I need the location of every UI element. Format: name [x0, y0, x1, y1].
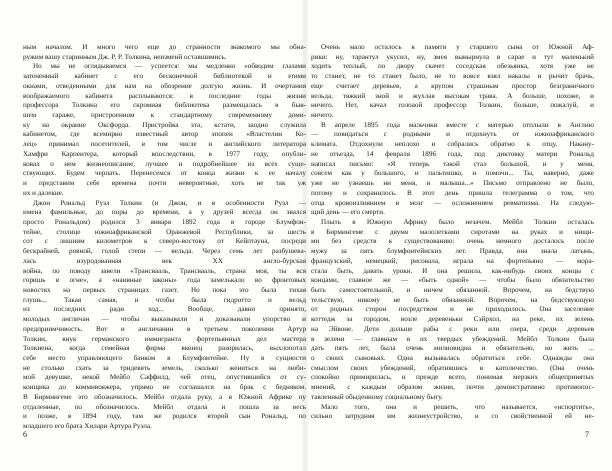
text-line: Мало того, она и решить, что называется, «испортить», — [321, 402, 594, 411]
text-line: сильно затрудняя им жизнеустройство, и со свойственной ей не- — [311, 412, 594, 421]
text-line: климата. Отдохнули неплохо и собрались обратно к отцу. Накану- — [311, 140, 594, 149]
text-line: тельствую, никому не быть обязанной. Впрочем, на бедствующую — [311, 295, 594, 304]
text-line: окнами, отведенными для нам на обозрение долгую жизнь. И очертания — [23, 81, 306, 90]
text-line: и представим себе времена почти невероятные, хоть не так уж — [23, 179, 306, 188]
text-line: новостях на первых страницах газет. Но пока это была тихая — [23, 285, 306, 294]
text-line: тавленный обыденному социальному быту. — [311, 392, 443, 401]
text-line: ствующих. Будем черпать. Перенесемся от конца жизни к ее началу — [23, 169, 306, 178]
text-line: совсем как у большого, и пальтишко, и помочи... Ты, наверно, даже — [311, 169, 594, 178]
text-line: их и далекие. — [23, 188, 64, 197]
text-line: не столько схать за тридевять земель, сколько жениться на люби- — [23, 363, 306, 372]
text-line: Хамфри Карпентера, который впоследствии, в 1977 году, опубли- — [23, 149, 306, 158]
text-line: от родных сторон посредством и не приходилось. Она заселение — [311, 305, 594, 314]
text-line: дать пять лет, была очень милиовидна и обязательно, но жить ... — [311, 344, 594, 353]
text-line: Джон Рональд Руэл Толкин (и Джон, и в особенности Руэл — — [33, 198, 306, 207]
text-line: сот с лишним километров к северо-востоку от Кейптауна, посреди — [23, 237, 306, 246]
text-line: ничего. — [311, 111, 334, 120]
text-line: спокойно примирилась, и прежде всего, понимая мерзких общепринятых — [311, 373, 594, 382]
text-line: вельда, тяжкий зной и жухлая высокая трава. А больше, похоже, и — [311, 91, 594, 100]
text-line: стала быть, давать уроки. И она решила, как-нибудь своих концы с — [311, 266, 594, 275]
text-line: лец» принимал посетителей, в том числе и английского литератора — [23, 140, 306, 149]
text-line: уже не узнаешь ни меня, и малыша...» Письмо отправлено не было, — [311, 179, 594, 188]
text-line: горишь в огне», а «наивные законы» года замелькало во фронтовых — [23, 276, 306, 285]
text-line: то станет, не то станет было, не то вовсе взял накалы и рычит брачь, — [311, 72, 594, 81]
text-line: отдаленные, по обозначилось. Мейбл отдала и пошла за весь — [23, 402, 306, 411]
text-line: в зелени — главным в их твердых убеждений. Мейбл Толкин была — [311, 334, 594, 343]
text-line: конщика до коммивояжера, упрямо не соглашался на брак с бедняком. — [23, 383, 306, 392]
text-line: шем гараже, пристроенном к стандартному современному доми- — [23, 111, 306, 120]
text-line: отца кровоизлиянием в мозг — осложнением ревматизма. На следую- — [311, 198, 594, 207]
text-line: имена фамильные, до поры до времени, а у друзей всегда он звался — [23, 208, 306, 217]
text-line: в Бирмингеме с двумя малолетками сиротами на руках и нищи- — [311, 227, 594, 236]
text-line: концами, главное же — «быть одной» — чтобы было обязательство — [311, 276, 594, 285]
text-line: щий день — его смерти. — [311, 208, 385, 217]
text-line: из последних ради ход... Вообще, давно принято, — [23, 305, 306, 314]
text-line: не отъезда, 14 февраля 1896 года, под диктовку матери Рональд — [311, 149, 594, 158]
text-line: мой девушке, некой Мейбл Саффилд, чей отец, опустившийся от су- — [23, 373, 306, 382]
text-line: молодых англичан — чтобы выказывали и доказывали упорство и — [23, 315, 306, 324]
text-line: ходить теплый, по двору скачет соседская обезьянка, хотя уже не — [311, 62, 594, 71]
text-line: просто Рональдом) родился 3 января 1892 года в городе Блумфон- — [23, 217, 306, 226]
text-line: профессора Толкина его скромная библиотека размещалась в быв- — [23, 101, 306, 110]
text-line: затененный кабинет с его бесконечной библиотекой и этими — [23, 72, 306, 81]
text-line: ковал о нем жизнеописание, лучшее и подробнейшее из всех суще- — [23, 159, 306, 168]
text-line: ным началом. И много чего еще до странности знакомого мы обна- — [23, 43, 306, 51]
text-line: Толкин, внук германского иммигранта фортепьянных дел мастера — [23, 334, 306, 343]
text-line: мнений, с каждым образом жизни, почти демонстративно противопос- — [311, 383, 594, 392]
text-line: Но мы не оглядываемся — успеется: мы медленно «обводим глазами — [33, 62, 306, 71]
text-line: себе место управляющего банком в Блумфонтейне. Ну в сущности — [23, 354, 306, 362]
text-line: лась изуродованная век ХХ англо-бурская — [23, 256, 306, 265]
text-line: Плыть в Южную Африку было незачем. Мейбл Толкин осталась — [321, 217, 594, 226]
text-line: Очень мало осталось в памяти у старшего сына от Южной Аф- — [321, 43, 594, 51]
text-line: Толкиена, когда семейная фирма вконец разорилась, выхлопотал — [23, 344, 306, 353]
text-line: французский, немецкий, рисовала, играла на фортепьяно — мора- — [311, 256, 594, 265]
text-line: младшего его брата Хилари Артура Руэла. — [23, 422, 152, 431]
text-line: еще считает деревьев, а крупом страшным простор безграничного — [311, 81, 594, 90]
text-line: и позже, в 1894 году, там же родился второй сын Рональд, по — [23, 412, 306, 421]
text-line: кабинетом, где всемирно известный автор эпопеи «Властелин Ко- — [23, 130, 306, 139]
text-line: написал письмо: «Я теперь такой стал большой, и у меня, — [311, 159, 594, 168]
text-line: воображаемого кабинета расплываются: в последние годы жизни — [23, 91, 306, 100]
text-line: война, по поводу завели «Трансвааль, Трансвааль, страна моя, ты вся — [23, 266, 306, 275]
text-line: бескрайней, ровной, голой степи — вельда. Через семь лет разбушева- — [23, 247, 306, 256]
right-page-number: 7 — [585, 430, 589, 439]
text-line: В апреле 1895 года мальчики вместе с матерью отплыли в Англию — [321, 120, 594, 129]
text-line: глушь... Такая самая, и чтобы была гидротто и вельд — [23, 295, 306, 304]
text-line: тейне, столице южноафриканской Оранжевой Республики, за шесть — [23, 227, 306, 236]
text-line: предприимчивость. Вот и англичанин в третьем поколении Артур — [23, 324, 306, 333]
text-line: ружим вашу старинным Дж. Р. Р. Толкина, неизменй оставшимись. — [23, 52, 227, 61]
right-page — [311, 43, 594, 422]
text-line: на Эйвоне. Дети дольше рабы с реки или озера, среди деревьев — [311, 324, 594, 333]
left-page — [23, 43, 306, 432]
text-line: ми без средств к существованию: очень немного досталось после — [311, 237, 594, 246]
left-page-number: 6 — [23, 430, 27, 439]
text-line: быть самостоятельной, и ничем обязанной. Впрочем, на бедствую — [311, 285, 594, 294]
text-line: потому и сохранилось. В этот день пришла телеграмма о том, что — [311, 188, 594, 197]
text-line: о своих сыновьях. Одна вызывалась обратиться себе. Однажды она — [311, 354, 594, 362]
text-line: — повидаться с родными и отдохнуть от южноафриканского — [311, 130, 594, 139]
text-line: коттедж за городом, возле деревеньки Сэйрхол, на реке, их зелень — [311, 315, 594, 324]
text-line: В Бирмингеме это обозначилось. Мейбл отдала руку, а в Южной Африке пу — [23, 392, 306, 401]
text-line: ничего. Нет, качал голоаой профессор Толкин, больше, пожалуй, и — [311, 101, 594, 110]
text-line: рики: ну, тарантул укусил, ну, змея вынырнула в сарае и тут маленький — [311, 52, 594, 61]
text-line: мужу за пять блумфонтейнских лет. Правда, она знала латынь, — [311, 247, 594, 256]
text-line: смыслом своих убеждений, обратившись в католичество. (Она очень — [311, 363, 594, 372]
text-line: ку на окраине Оксфорда. Пристройка эта, кстати, заодно служила — [23, 120, 306, 129]
